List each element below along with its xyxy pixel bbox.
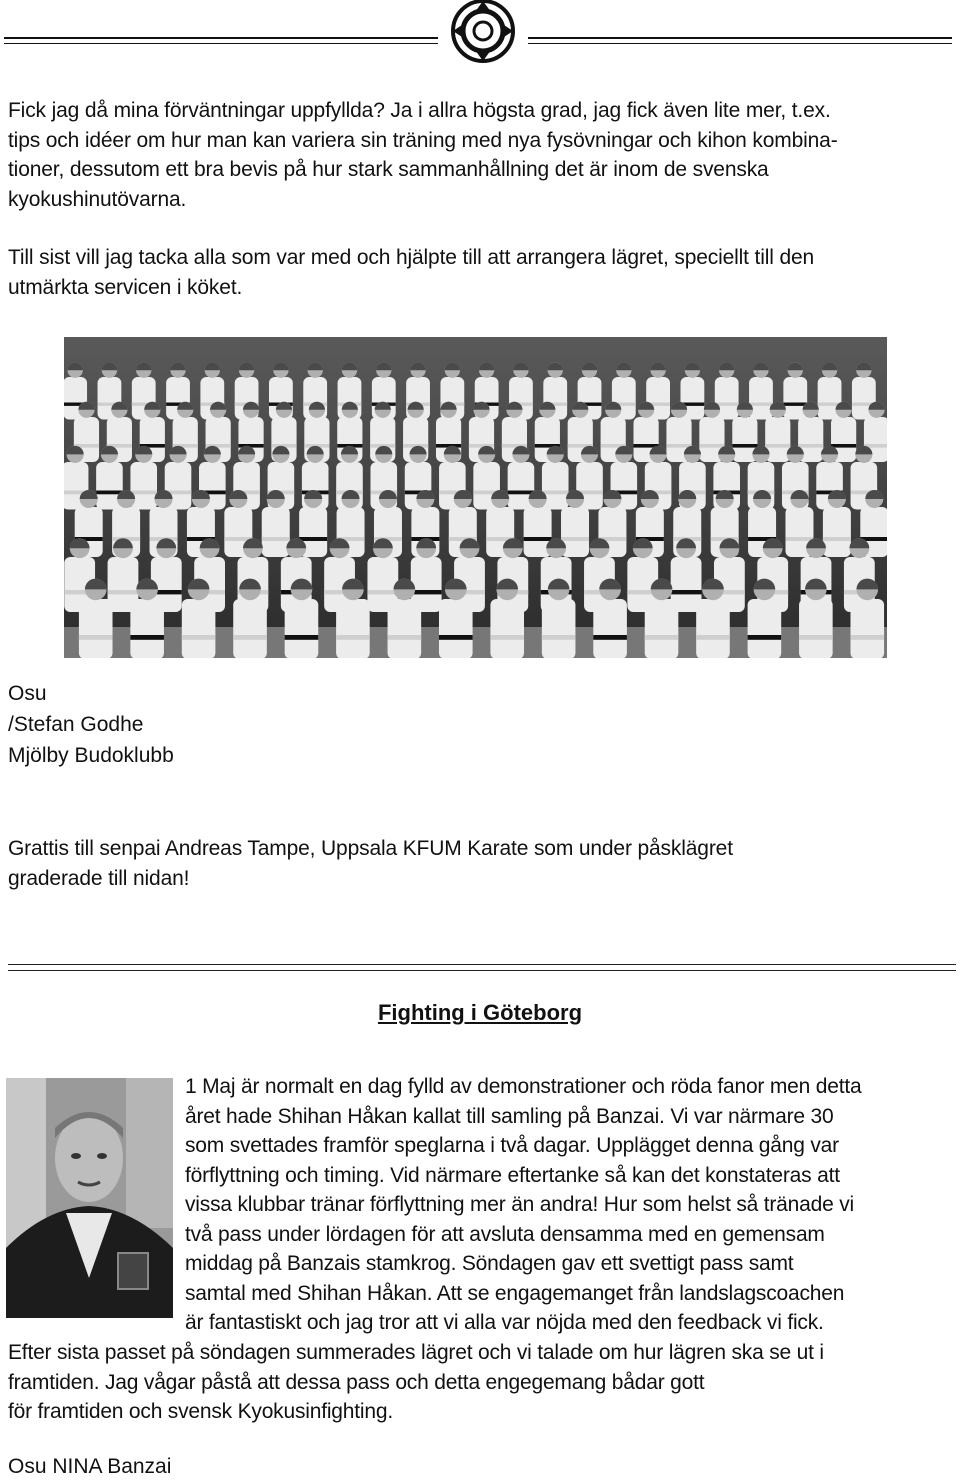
karateka-body bbox=[285, 599, 319, 658]
karateka-belt bbox=[299, 537, 327, 541]
karateka-body bbox=[542, 599, 576, 658]
karateka-belt bbox=[411, 590, 442, 594]
karateka-belt bbox=[765, 444, 790, 448]
karateka-body bbox=[748, 599, 782, 658]
karateka-belt bbox=[645, 635, 679, 640]
karateka-belt bbox=[130, 491, 157, 495]
thanks-paragraph bbox=[8, 243, 958, 302]
article-line: som svettades framför speglarna i två dagar. Upplägget denna gång var bbox=[185, 1134, 839, 1157]
karateka-body bbox=[262, 507, 290, 557]
intro-paragraph bbox=[8, 96, 958, 214]
thanks-line: utmärkta servicen i köket. bbox=[8, 275, 243, 299]
karateka-belt bbox=[783, 403, 807, 406]
karateka-belt bbox=[699, 444, 724, 448]
karateka-body bbox=[850, 599, 884, 658]
article-full-paragraph bbox=[8, 1338, 958, 1427]
karateka-belt bbox=[108, 590, 139, 594]
article-line: framtiden. Jag vågar påstå att dessa pass och detta engegemang bådar gott bbox=[8, 1370, 705, 1394]
article-line: Efter sista passet på söndagen summerades lägret och vi talade om hur lägren ska se ut i bbox=[8, 1341, 824, 1364]
article-title: Fighting i Göteborg bbox=[377, 1000, 583, 1025]
karateka-belt bbox=[336, 635, 370, 640]
karateka-belt bbox=[524, 537, 552, 541]
section-divider-top bbox=[8, 964, 956, 965]
section-divider-bottom bbox=[8, 970, 956, 971]
intro-line: tioner, dessutom ett bra bevis på hur stark sammanhållning det är inom de svenska bbox=[8, 158, 769, 181]
article-line: förflyttning och timing. Vid närmare eftertanke så kan det konstateras att bbox=[185, 1163, 840, 1187]
congrats-line: Grattis till senpai Andreas Tampe, Uppsala KFUM Karate som under påsklägret bbox=[8, 837, 733, 860]
karateka-belt bbox=[732, 444, 757, 448]
karateka-belt bbox=[831, 444, 856, 448]
karateka-body bbox=[696, 599, 730, 658]
karateka-belt bbox=[748, 635, 782, 640]
karateka-body bbox=[593, 599, 627, 658]
article-line: året hade Shihan Håkan kallat till samling på Banzai. Vi var närmare 30 bbox=[185, 1104, 834, 1128]
article-line: samtal med Shihan Håkan. Att se engagemanget från landslagscoachen bbox=[185, 1281, 845, 1305]
karateka-belt bbox=[262, 537, 290, 541]
karateka-belt bbox=[850, 635, 884, 640]
karateka-belt bbox=[666, 444, 691, 448]
congrats-paragraph bbox=[8, 834, 958, 893]
article-wrapped-paragraph bbox=[185, 1072, 960, 1338]
karateka-belt bbox=[561, 537, 589, 541]
karateka-body bbox=[749, 377, 773, 420]
karateka-belt bbox=[233, 635, 267, 640]
karateka-belt bbox=[96, 491, 123, 495]
article-signoff: Osu NINA Banzai bbox=[8, 1455, 172, 1478]
portrait-photo bbox=[6, 1078, 173, 1318]
kyokushin-kanku-icon bbox=[438, 0, 528, 66]
karateka-belt bbox=[785, 537, 813, 541]
karateka-belt bbox=[79, 635, 113, 640]
article-line: vissa klubbar tränar förflyttning mer än andra! Hur som helst så tränade vi bbox=[185, 1193, 854, 1216]
group-photo bbox=[64, 337, 887, 658]
signature-line: Mjölby Budoklubb bbox=[8, 744, 174, 767]
intro-line: kyokushinutövarna. bbox=[8, 187, 187, 211]
karateka-body bbox=[130, 599, 164, 658]
karateka-body bbox=[823, 507, 851, 557]
karateka-belt bbox=[593, 635, 627, 640]
karateka-body bbox=[799, 599, 833, 658]
karateka-belt bbox=[798, 444, 823, 448]
karateka-body bbox=[388, 599, 422, 658]
karateka-belt bbox=[130, 635, 164, 640]
signature-line: /Stefan Godhe bbox=[8, 713, 144, 736]
karateka-body bbox=[439, 599, 473, 658]
article-line: 1 Maj är normalt en dag fylld av demonstrationer och röda fanor men detta bbox=[185, 1075, 862, 1098]
karateka-belt bbox=[490, 635, 524, 640]
signature-block bbox=[8, 678, 174, 771]
karateka-belt bbox=[388, 635, 422, 640]
karateka-body bbox=[233, 599, 267, 658]
signature-line: Osu bbox=[8, 682, 47, 705]
karateka-belt bbox=[823, 537, 851, 541]
article-line: middag på Banzais stamkrog. Söndagen gav ett svettigt pass samt bbox=[185, 1252, 794, 1275]
karateka-body bbox=[490, 599, 524, 658]
karateka-belt bbox=[439, 635, 473, 640]
karateka-body bbox=[79, 599, 113, 658]
karateka-body bbox=[182, 599, 216, 658]
congrats-line: graderade till nidan! bbox=[8, 866, 190, 890]
karateka-belt bbox=[285, 635, 319, 640]
karateka-belt bbox=[749, 403, 773, 406]
karateka-belt bbox=[542, 491, 569, 495]
article-line: två pass under lördagen för att avsluta densamma med en gemensam bbox=[185, 1222, 825, 1246]
karateka-belt bbox=[542, 635, 576, 640]
karateka-belt bbox=[671, 590, 702, 594]
intro-line: Fick jag då mina förväntningar uppfyllda? Ja i allra högsta grad, jag fick även lite mer, t.ex. bbox=[8, 99, 831, 122]
karateka-belt bbox=[182, 635, 216, 640]
karateka-body bbox=[336, 599, 370, 658]
karateka-body bbox=[645, 599, 679, 658]
karateka-belt bbox=[508, 491, 535, 495]
article-line: är fantastiskt och jag tror att vi alla var nöjda med den feedback vi fick. bbox=[185, 1311, 824, 1334]
thanks-line: Till sist vill jag tacka alla som var med och hjälpte till att arrangera lägret, speciellt till den bbox=[8, 246, 815, 269]
intro-line: tips och idéer om hur man kan variera sin träning med nya fysövningar och kihon kombina- bbox=[8, 128, 838, 152]
article-line: för framtiden och svensk Kyokusinfighting. bbox=[8, 1400, 393, 1423]
karateka-belt bbox=[799, 635, 833, 640]
karateka-belt bbox=[696, 635, 730, 640]
